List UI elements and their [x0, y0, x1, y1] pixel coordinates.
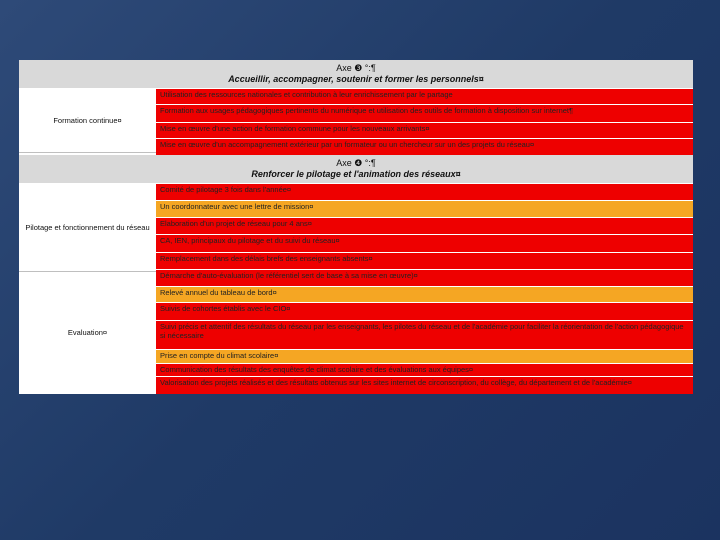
action-row: Communication des résultats des enquêtes de climat scolaire et des évaluations aux équipes¤	[156, 363, 693, 376]
action-row: Démarche d'auto-évaluation (le référentiel sert de base à sa mise en œuvre)¤	[156, 269, 693, 286]
axe-3-title: Accueillir, accompagner, soutenir et former les personnels¤	[228, 74, 484, 84]
axe-4-title: Renforcer le pilotage et l'animation des réseaux¤	[251, 169, 461, 179]
group-evaluation: Evaluation¤	[67, 327, 108, 337]
action-row: Suivis de cohortes établis avec le CIO¤	[156, 302, 693, 320]
axe-4-label: Axe ❹ °:¶	[336, 158, 376, 168]
axe-3-label: Axe ❸ °:¶	[336, 63, 376, 73]
action-row: Mise en œuvre d'une action de formation commune pour les nouveaux arrivants¤	[156, 122, 693, 138]
action-row: Comité de pilotage 3 fois dans l'année¤	[156, 183, 693, 200]
action-row: Formation aux usages pédagogiques pertinents du numérique et utilisation des outils de formation à disposition sur internet¶	[156, 104, 693, 122]
action-row: CA, IEN, principaux du pilotage et du suivi du réseau¤	[156, 234, 693, 252]
group-formation-continue: Formation continue¤	[53, 115, 122, 125]
axe-3-header	[19, 60, 693, 88]
action-row: Relevé annuel du tableau de bord¤	[156, 286, 693, 302]
action-row: Elaboration d'un projet de réseau pour 4 ans¤	[156, 217, 693, 234]
action-row: Un coordonnateur avec une lettre de mission¤	[156, 200, 693, 217]
action-row: Mise en œuvre d'un accompagnement extérieur par un formateur ou un chercheur sur un des projets du réseau¤	[156, 138, 693, 155]
action-row: Suivi précis et attentif des résultats du réseau par les enseignants, les pilotes du réseau et de l'académie pour faciliter la réorientation de l'action pédagogique si nécessaire	[156, 320, 693, 349]
group-pilotage: Pilotage et fonctionnement du réseau	[25, 222, 150, 232]
action-row: Remplacement dans des délais brefs des enseignants absents¤	[156, 252, 693, 269]
action-plan-table	[19, 60, 693, 394]
action-row: Valorisation des projets réalisés et des résultats obtenus sur les sites internet de circonscription, du collège, du département et de l'académie¤	[156, 376, 693, 394]
action-row: Prise en compte du climat scolaire¤	[156, 349, 693, 363]
axe-4-header	[19, 155, 693, 183]
action-row: Utilisation des ressources nationales et contribution à leur enrichissement par le partage	[156, 88, 693, 104]
